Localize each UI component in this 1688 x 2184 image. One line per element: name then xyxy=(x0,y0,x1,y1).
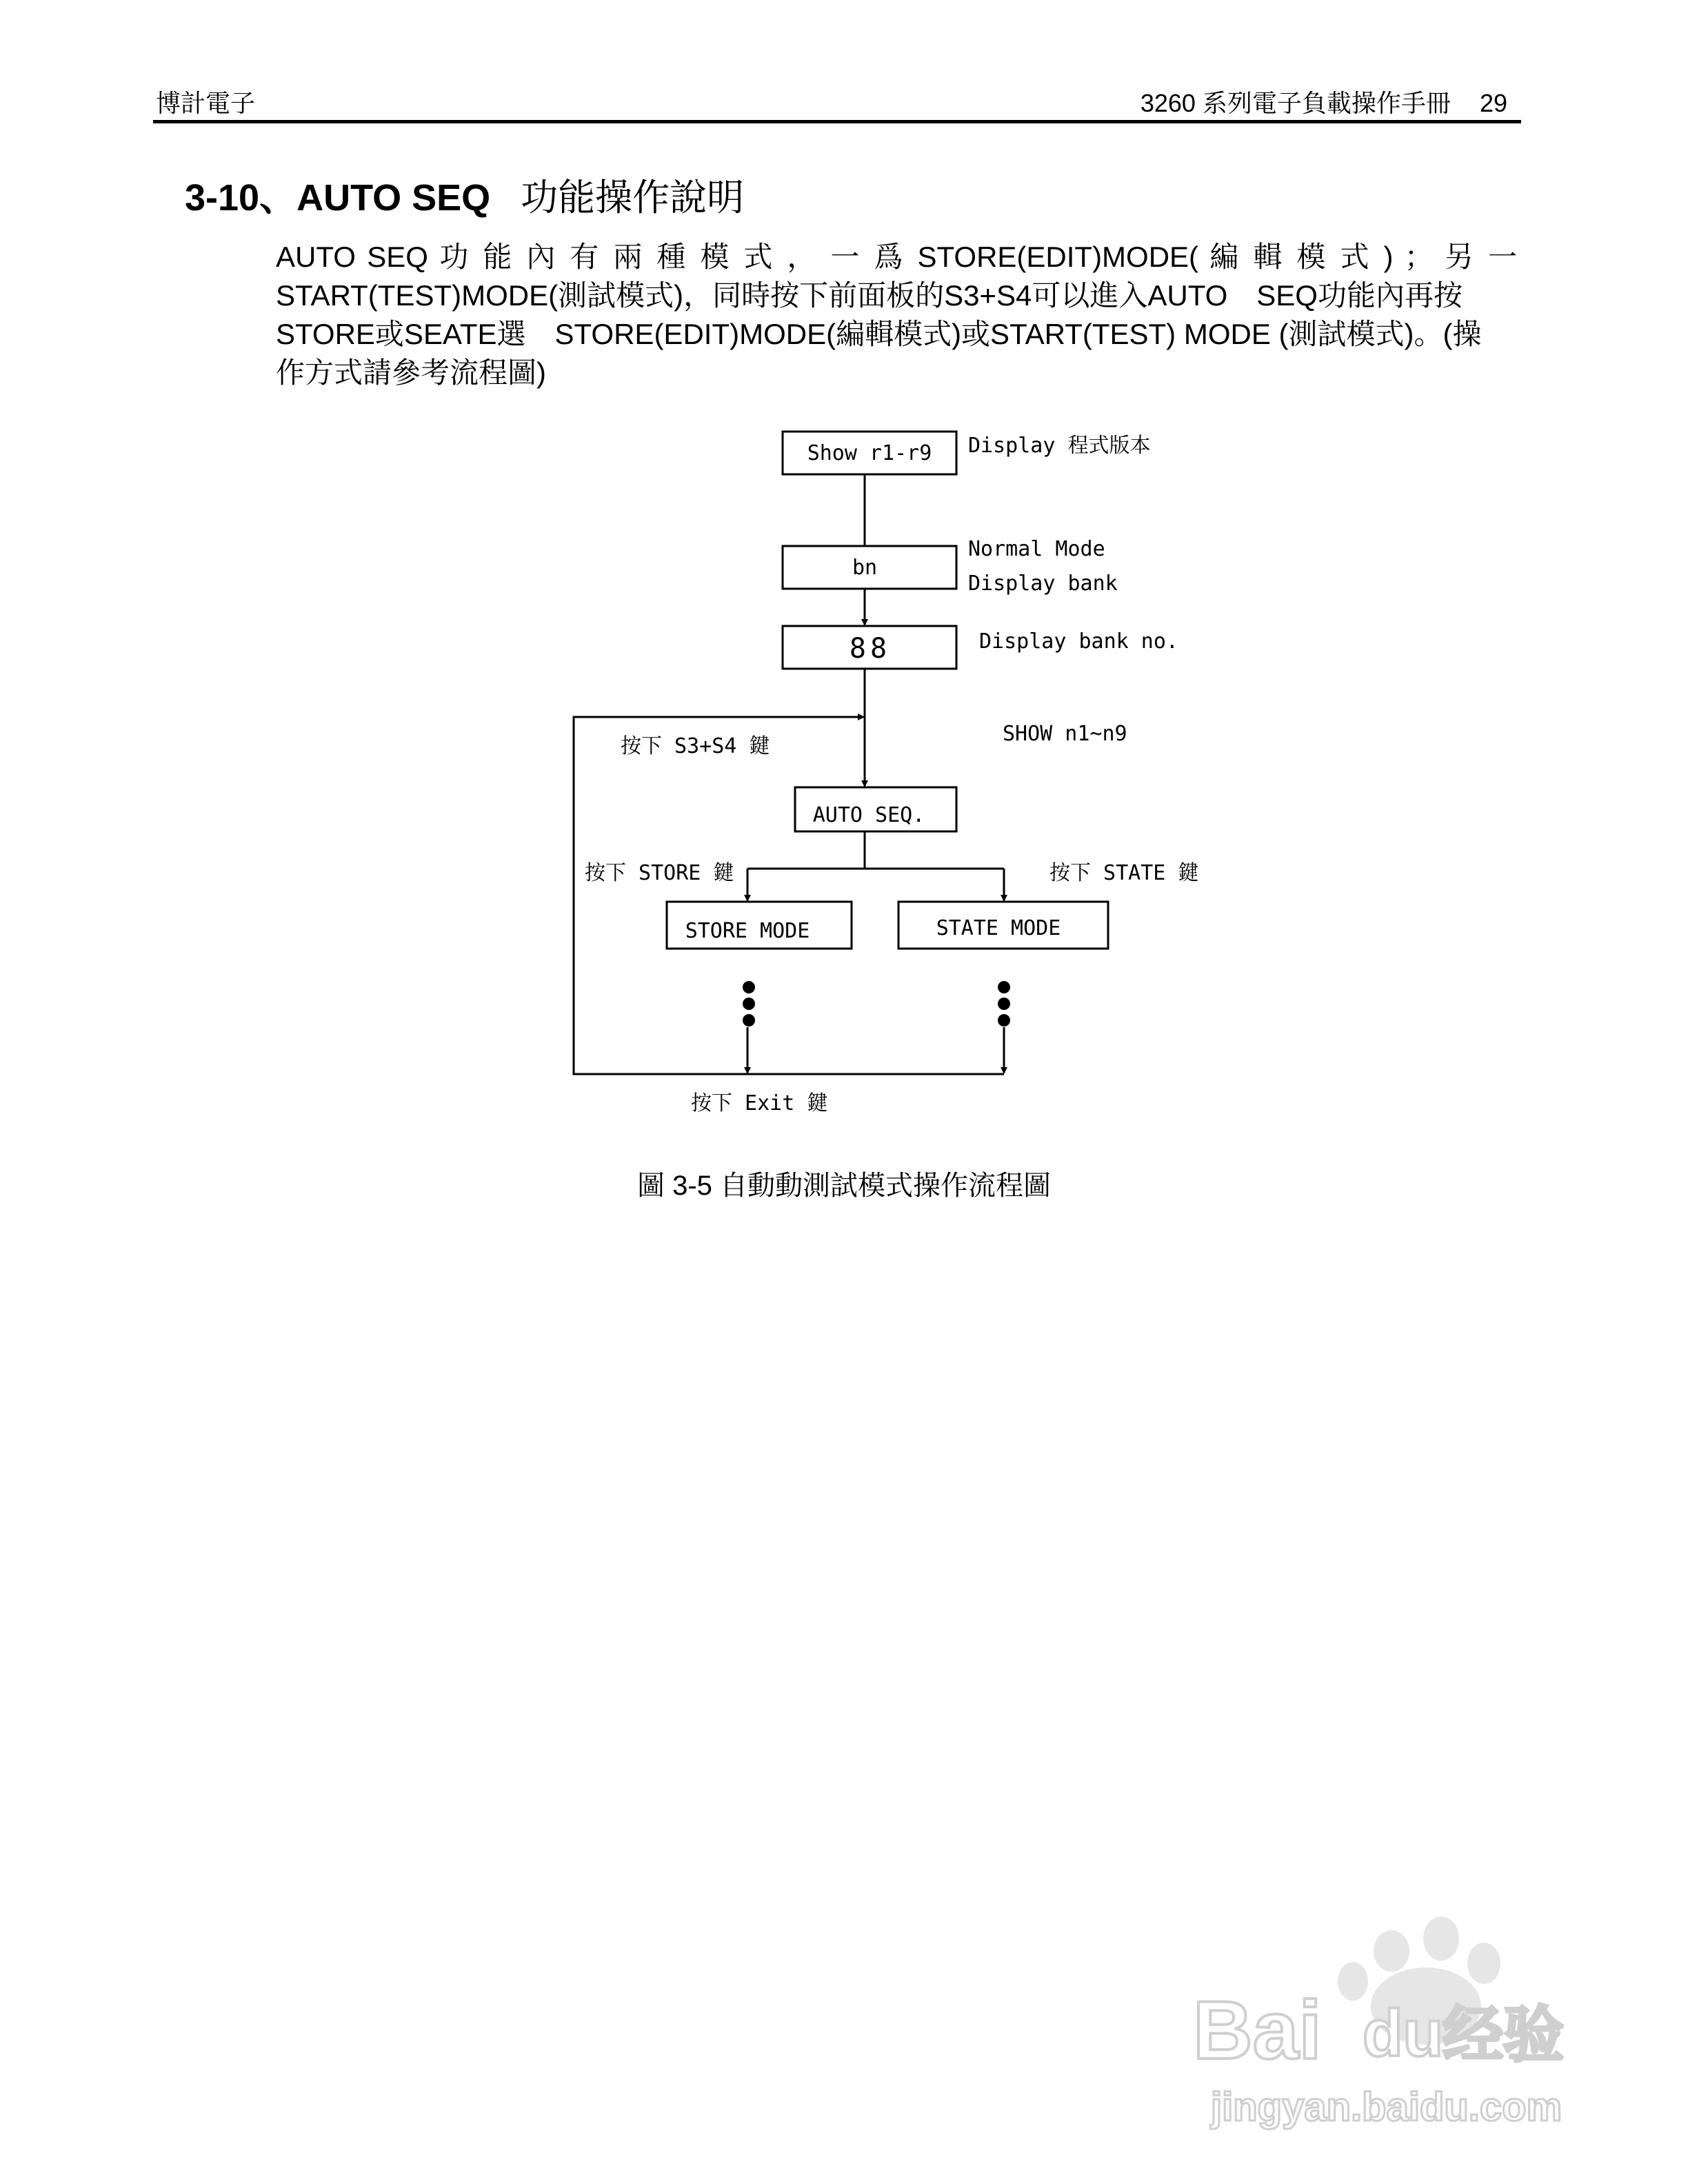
paragraph-token: 爲 xyxy=(874,241,907,273)
header-manual-name: 3260 系列電子負載操作手冊 xyxy=(1140,89,1451,117)
watermark-brand-du: du xyxy=(1363,1996,1444,2070)
note-bn-line1: Normal Mode xyxy=(968,537,1105,561)
paragraph-token: ； xyxy=(1404,241,1434,273)
paragraph-token: 種 xyxy=(656,241,690,273)
note-bn-line2: Display bank xyxy=(968,572,1118,596)
paragraph-token: 輯 xyxy=(1253,241,1286,273)
paragraph-token: 編 xyxy=(1209,241,1243,273)
paragraph-token: 模 xyxy=(700,241,733,273)
paragraph-token: 一 xyxy=(830,241,863,273)
paragraph-token: STORE(EDIT)MODE( xyxy=(917,241,1199,273)
note-88: Display bank no. xyxy=(979,629,1178,654)
watermark-brand: Bai xyxy=(1193,1984,1322,2076)
paragraph-token: AUTO xyxy=(276,241,356,273)
baidu-watermark xyxy=(1172,1903,1586,2151)
paragraph-line-3: STORE或SEATE選 STORE(EDIT)MODE(編輯模式)或START(TEST) MODE (測試模式)。(操 xyxy=(276,318,1482,350)
caption-figure: 圖 xyxy=(636,1171,665,1201)
ellipsis-dot xyxy=(998,981,1010,993)
box-auto-seq-label: AUTO SEQ. xyxy=(812,803,925,827)
paragraph-token: 模 xyxy=(1296,241,1329,273)
header-company: 博計電子 xyxy=(156,89,256,117)
paragraph-line-4: 作方式請參考流程圖) xyxy=(276,356,546,389)
label-press-s3s4: 按下 S3+S4 鍵 xyxy=(621,734,770,758)
page-number: 29 xyxy=(1479,89,1507,117)
paragraph-token: SEQ xyxy=(367,241,428,273)
section-heading: 功能操作說明 xyxy=(521,177,745,219)
watermark-brand-cn: 经验 xyxy=(1443,2001,1565,2069)
paragraph-token: 一 xyxy=(1488,241,1518,273)
label-press-exit: 按下 Exit 鍵 xyxy=(691,1091,828,1115)
figure-caption xyxy=(0,1164,1688,1203)
paragraph-token: 內 xyxy=(526,241,559,273)
note-show: Display 程式版本 xyxy=(968,434,1151,458)
box-show-label: Show r1-r9 xyxy=(807,441,932,465)
paragraph-token: 式 xyxy=(1340,241,1373,273)
paragraph-token: 能 xyxy=(483,241,515,273)
box-88-label: 88 xyxy=(849,633,892,665)
ellipsis-dot xyxy=(998,998,1010,1010)
section-number: 3-10、AUTO SEQ xyxy=(185,177,491,219)
box-store-mode-label: STORE MODE xyxy=(685,919,810,943)
loop-back-line xyxy=(574,717,1004,1074)
box-bn-label: bn xyxy=(852,556,878,580)
caption-text: 自動動測試模式操作流程圖 xyxy=(720,1171,1052,1201)
watermark-url: jingyan.baidu.com xyxy=(1211,2085,1563,2130)
paragraph-token: ) xyxy=(1383,241,1394,273)
paragraph-token: ， xyxy=(787,241,820,273)
paragraph-token: 兩 xyxy=(613,241,646,273)
label-press-state: 按下 STATE 鍵 xyxy=(1049,861,1199,885)
label-press-store: 按下 STORE 鍵 xyxy=(585,861,734,885)
paragraph-line-2: START(TEST)MODE(測試模式)，同時按下前面板的S3+S4可以進入AUTO SEQ功能內再按 xyxy=(276,279,1463,312)
caption-number: 3-5 xyxy=(672,1171,712,1201)
paragraph-token: 另 xyxy=(1445,241,1477,273)
ellipsis-dot xyxy=(743,981,755,993)
ellipsis-dot xyxy=(743,998,755,1010)
note-show-n: SHOW n1~n9 xyxy=(1003,722,1127,746)
box-state-mode-label: STATE MODE xyxy=(936,916,1061,940)
paragraph-token: 式 xyxy=(743,241,776,273)
ellipsis-dot xyxy=(998,1014,1010,1027)
paragraph-token: 功 xyxy=(439,241,472,273)
paragraph-token: 有 xyxy=(570,241,603,273)
ellipsis-dot xyxy=(743,1014,755,1027)
